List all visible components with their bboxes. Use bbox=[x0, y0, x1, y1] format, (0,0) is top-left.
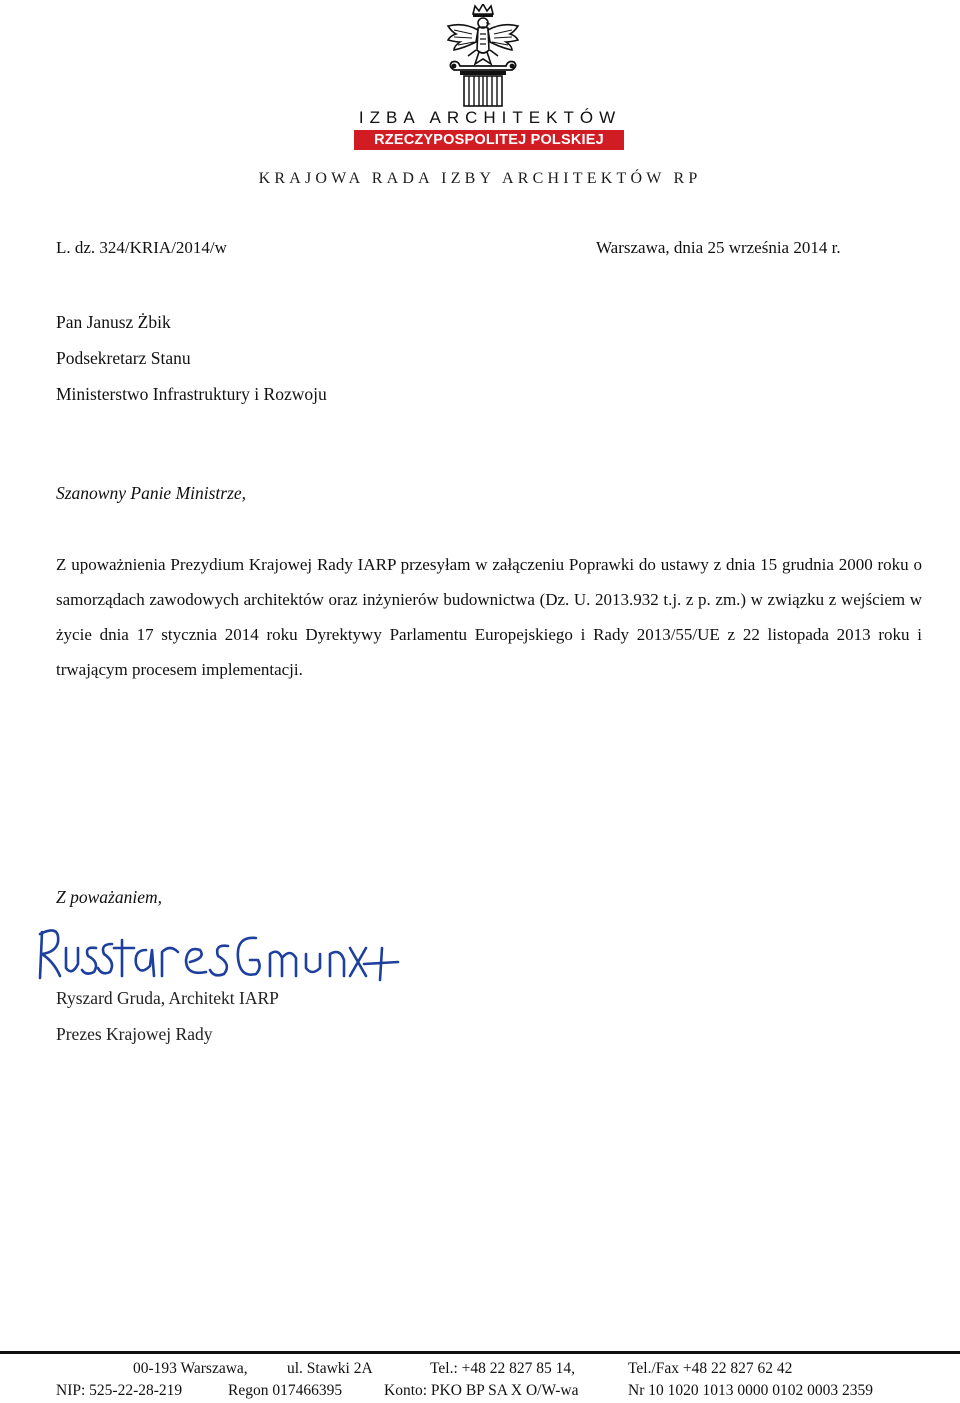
body-paragraph: Z upoważnienia Prezydium Krajowej Rady IARP przesyłam w załączeniu Poprawki do ustawy z dnia 15 grudnia 2000 roku o samorządach zawodowych architektów oraz inżynierów budownictwa (Dz. U. 2013.932 t.j. z p. zm.) w związku z wejściem w życie dnia 17 stycznia 2014 roku Dyrektywy Parlamentu Europejskiego i Rady 2013/55/UE z 22 listopada 2013 roku i trwającym procesem implementacji. bbox=[56, 555, 922, 679]
reference-number: L. dz. 324/KRIA/2014/w bbox=[56, 238, 227, 257]
closing-phrase: Z poważaniem, bbox=[56, 887, 162, 907]
logo-chamber-name: IZBA ARCHITEKTÓW bbox=[358, 108, 622, 127]
signer-block bbox=[56, 980, 279, 1052]
footer-account-number: Nr 10 1020 1013 0000 0102 0003 2359 bbox=[628, 1382, 873, 1399]
polish-eagle-emblem-icon bbox=[442, 4, 524, 108]
recipient-institution: Ministerstwo Infrastruktury i Rozwoju bbox=[56, 384, 327, 404]
footer-city: 00-193 Warszawa, bbox=[133, 1360, 248, 1377]
footer-fax: Tel./Fax +48 22 827 62 42 bbox=[628, 1360, 793, 1377]
recipient-position: Podsekretarz Stanu bbox=[56, 348, 191, 368]
chamber-logo bbox=[350, 0, 630, 160]
signer-name: Ryszard Gruda, Architekt IARP bbox=[56, 988, 279, 1008]
footer-nip: NIP: 525-22-28-219 bbox=[56, 1382, 183, 1399]
footer-phone: Tel.: +48 22 827 85 14, bbox=[430, 1360, 575, 1377]
footer-regon: Regon 017466395 bbox=[228, 1382, 343, 1399]
footer-street: ul. Stawki 2A bbox=[287, 1360, 373, 1377]
council-heading: KRAJOWA RADA IZBY ARCHITEKTÓW RP bbox=[258, 170, 702, 187]
place-and-date: Warszawa, dnia 25 września 2014 r. bbox=[596, 238, 841, 257]
footer-divider bbox=[0, 1351, 960, 1354]
salutation: Szanowny Panie Ministrze, bbox=[56, 483, 247, 503]
signer-title: Prezes Krajowej Rady bbox=[56, 1024, 213, 1044]
letter-body bbox=[56, 547, 922, 687]
recipient-block bbox=[56, 304, 327, 412]
recipient-name: Pan Janusz Żbik bbox=[56, 312, 171, 332]
footer-bank: Konto: PKO BP SA X O/W-wa bbox=[384, 1382, 579, 1399]
logo-republic-banner: RZECZYPOSPOLITEJ POLSKIEJ bbox=[354, 130, 624, 150]
